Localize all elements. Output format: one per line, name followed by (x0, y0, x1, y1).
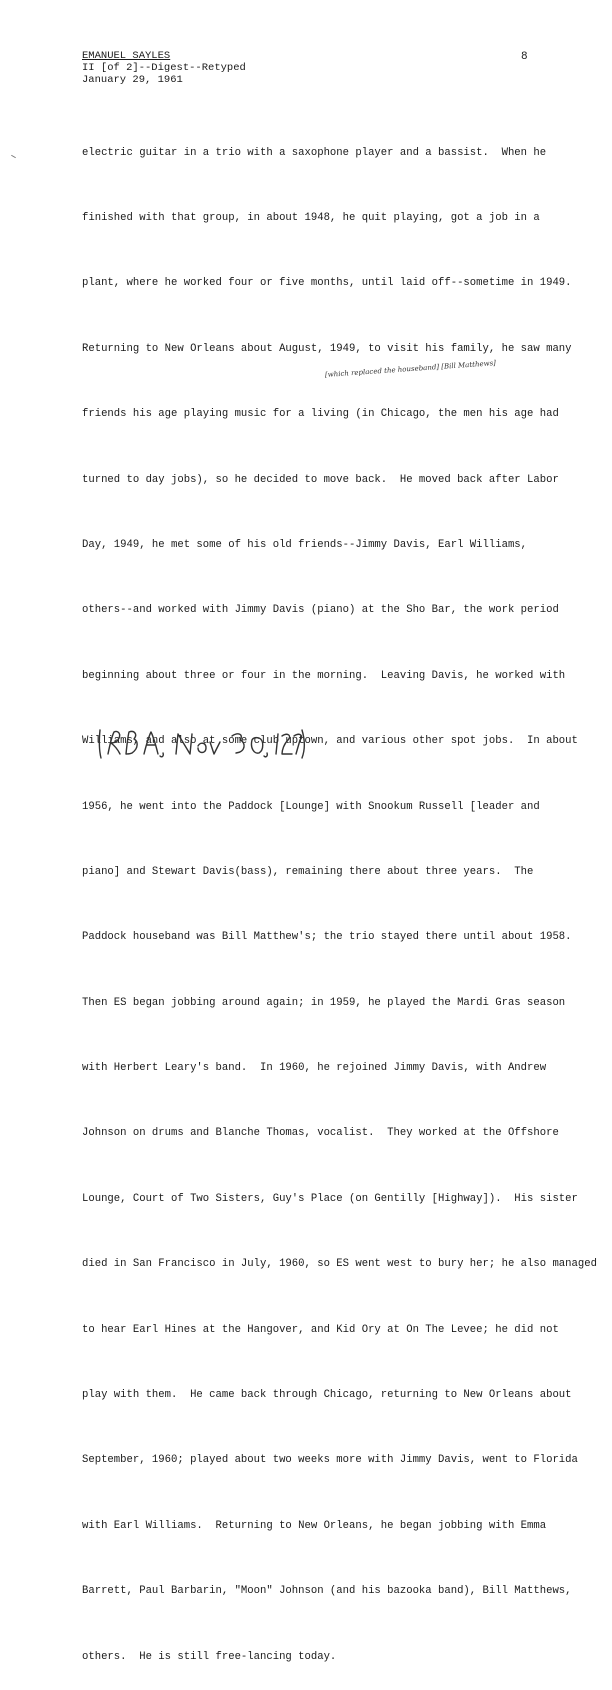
document-header (82, 50, 246, 86)
transcript-body (82, 99, 597, 1690)
body-line: September, 1960; played about two weeks more with Jimmy Davis, went to Florida (82, 1454, 578, 1467)
body-line: Returning to New Orleans about August, 1949, to visit his family, he saw many (82, 342, 572, 355)
body-line: Then ES began jobbing around again; in 1959, he played the Mardi Gras season (82, 996, 566, 1009)
margin-mark (11, 155, 16, 158)
body-line: with Herbert Leary's band. In 1960, he rejoined Jimmy Davis, with Andrew (82, 1062, 547, 1075)
body-line: electric guitar in a trio with a saxophone player and a bassist. When he (82, 146, 547, 159)
body-line: turned to day jobs), so he decided to move back. He moved back after Labor (82, 473, 559, 486)
body-line: Johnson on drums and Blanche Thomas, vocalist. They worked at the Offshore (82, 1127, 559, 1140)
body-line: 1956, he went into the Paddock [Lounge] with Snookum Russell [leader and (82, 800, 540, 813)
body-line: friends his age playing music for a living (in Chicago, the men his age had (82, 408, 559, 421)
body-line: others. He is still free-lancing today. (82, 1650, 337, 1663)
body-line: finished with that group, in about 1948, he quit playing, got a job in a (82, 211, 540, 224)
body-line: Day, 1949, he met some of his old friends--Jimmy Davis, Earl Williams, (82, 538, 528, 551)
handwritten-signature-stamp (96, 726, 308, 762)
body-line: Paddock houseband was Bill Matthew's; the trio stayed there until about 1958. (82, 931, 572, 944)
page-number: 8 (521, 51, 528, 63)
interview-date: January 29, 1961 (82, 74, 183, 86)
document-descriptor: II [of 2]--Digest--Retyped (82, 62, 246, 74)
body-line: Barrett, Paul Barbarin, "Moon" Johnson (and his bazooka band), Bill Matthews, (82, 1585, 572, 1598)
handwritten-annotation: [which replaced the houseband] [Bill Matthews] (324, 359, 497, 379)
body-line: to hear Earl Hines at the Hangover, and Kid Ory at On The Levee; he did not (82, 1323, 559, 1336)
body-line: beginning about three or four in the morning. Leaving Davis, he worked with (82, 669, 566, 682)
body-line: died in San Francisco in July, 1960, so ES went west to bury her; he also managed (82, 1258, 597, 1271)
body-line: others--and worked with Jimmy Davis (piano) at the Sho Bar, the work period (82, 604, 559, 617)
body-line: Lounge, Court of Two Sisters, Guy's Place (on Gentilly [Highway]). His sister (82, 1192, 578, 1205)
subject-name: EMANUEL SAYLES (82, 50, 171, 62)
body-line: play with them. He came back through Chicago, returning to New Orleans about (82, 1389, 572, 1402)
body-line: Williams, and also at some club uptown, and various other spot jobs. In about (82, 735, 578, 748)
body-line: with Earl Williams. Returning to New Orleans, he began jobbing with Emma (82, 1519, 547, 1532)
body-line: piano] and Stewart Davis(bass), remaining there about three years. The (82, 865, 534, 878)
body-line: plant, where he worked four or five months, until laid off--sometime in 1949. (82, 277, 572, 290)
